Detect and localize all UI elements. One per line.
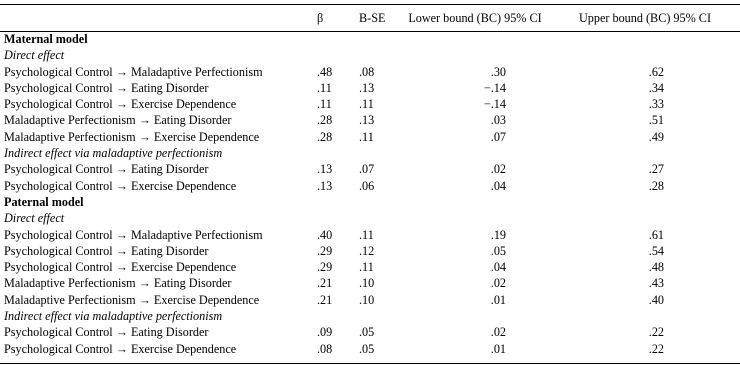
path-cell: Maladaptive Perfectionism → Eating Disorder: [4, 276, 232, 291]
header-upper-bound: Upper bound (BC) 95% CI: [578, 11, 711, 25]
table-row: [0, 96, 740, 112]
upper-cell: .22: [648, 341, 664, 356]
section-title-paternal: Paternal model: [4, 194, 84, 209]
beta-cell: .28: [317, 113, 333, 128]
path-cell: Maladaptive Perfectionism → Exercise Dependence: [4, 292, 260, 307]
upper-cell: .43: [648, 276, 664, 291]
path-cell: Psychological Control → Maladaptive Perfectionism: [4, 227, 263, 242]
mediation-table: [0, 5, 740, 357]
lower-cell: .02: [490, 162, 506, 177]
subsection-title: Indirect effect via maladaptive perfectionism: [4, 309, 223, 324]
upper-cell: .49: [648, 129, 664, 144]
table-row: [0, 64, 740, 80]
beta-cell: .40: [317, 227, 333, 242]
beta-cell: .11: [317, 97, 332, 112]
lower-cell: −.14: [483, 97, 506, 112]
lower-cell: −.14: [483, 80, 506, 95]
table-row: [0, 227, 740, 243]
table-row: [0, 324, 740, 340]
upper-cell: .40: [648, 292, 664, 307]
path-cell: Psychological Control → Eating Disorder: [4, 325, 209, 340]
path-cell: Psychological Control → Exercise Dependence: [4, 97, 237, 112]
lower-cell: .04: [490, 260, 506, 275]
subsection-title: Direct effect: [4, 48, 65, 63]
beta-cell: .48: [317, 64, 333, 79]
subsection-title: Direct effect: [4, 211, 65, 226]
header-row: [0, 5, 740, 31]
bse-cell: .10: [359, 292, 375, 307]
table-row: [0, 178, 740, 194]
beta-cell: .08: [317, 341, 333, 356]
beta-cell: .09: [317, 325, 333, 340]
path-cell: Psychological Control → Maladaptive Perfectionism: [4, 64, 263, 79]
upper-cell: .22: [648, 325, 664, 340]
path-cell: Psychological Control → Eating Disorder: [4, 243, 209, 258]
header-beta: β: [317, 11, 324, 25]
beta-cell: .13: [317, 178, 333, 193]
lower-cell: .30: [490, 64, 506, 79]
upper-cell: .28: [648, 178, 664, 193]
upper-cell: .34: [648, 80, 664, 95]
section-row-maternal: [0, 31, 740, 47]
upper-cell: .62: [648, 64, 664, 79]
table-row: [0, 275, 740, 291]
bse-cell: .13: [359, 80, 375, 95]
beta-cell: .21: [317, 276, 333, 291]
bse-cell: .11: [359, 227, 374, 242]
path-cell: Psychological Control → Eating Disorder: [4, 162, 209, 177]
table-row: [0, 129, 740, 145]
table-row: [0, 243, 740, 259]
lower-cell: .19: [490, 227, 506, 242]
table-row: [0, 259, 740, 275]
bse-cell: .11: [359, 260, 374, 275]
lower-cell: .04: [490, 178, 506, 193]
path-cell: Psychological Control → Exercise Dependence: [4, 260, 237, 275]
subsection-row: [0, 145, 740, 161]
bse-cell: .07: [359, 162, 375, 177]
subsection-row: [0, 47, 740, 63]
table-row: [0, 341, 740, 357]
bse-cell: .13: [359, 113, 375, 128]
lower-cell: .01: [490, 292, 506, 307]
subsection-row: [0, 308, 740, 324]
beta-cell: .29: [317, 260, 333, 275]
table-row: [0, 112, 740, 128]
bse-cell: .12: [359, 243, 375, 258]
table-row: [0, 292, 740, 308]
lower-cell: .02: [490, 325, 506, 340]
upper-cell: .51: [648, 113, 664, 128]
bse-cell: .05: [359, 325, 375, 340]
path-cell: Maladaptive Perfectionism → Eating Disorder: [4, 113, 232, 128]
beta-cell: .28: [317, 129, 333, 144]
table-row: [0, 161, 740, 177]
section-title-maternal: Maternal model: [4, 32, 88, 46]
upper-cell: .61: [648, 227, 664, 242]
table-bottom-rule: [0, 363, 740, 364]
bse-cell: .11: [359, 97, 374, 112]
subsection-title: Indirect effect via maladaptive perfectionism: [4, 146, 223, 161]
upper-cell: .27: [648, 162, 664, 177]
lower-cell: .01: [490, 341, 506, 356]
header-lower-bound: Lower bound (BC) 95% CI: [408, 11, 542, 25]
bse-cell: .06: [359, 178, 375, 193]
subsection-row: [0, 210, 740, 226]
upper-cell: .48: [648, 260, 664, 275]
upper-cell: .33: [648, 97, 664, 112]
beta-cell: .13: [317, 162, 333, 177]
path-cell: Psychological Control → Exercise Dependence: [4, 341, 237, 356]
lower-cell: .05: [490, 243, 506, 258]
lower-cell: .03: [490, 113, 506, 128]
path-cell: Maladaptive Perfectionism → Exercise Dependence: [4, 129, 260, 144]
header-bse: B-SE: [359, 11, 386, 25]
lower-cell: .02: [490, 276, 506, 291]
path-cell: Psychological Control → Eating Disorder: [4, 80, 209, 95]
section-row-paternal: [0, 194, 740, 210]
beta-cell: .11: [317, 80, 332, 95]
lower-cell: .07: [490, 129, 506, 144]
beta-cell: .29: [317, 243, 333, 258]
bse-cell: .05: [359, 341, 375, 356]
table-row: [0, 80, 740, 96]
header-path: [0, 5, 300, 31]
upper-cell: .54: [648, 243, 664, 258]
path-cell: Psychological Control → Exercise Dependence: [4, 178, 237, 193]
bse-cell: .10: [359, 276, 375, 291]
beta-cell: .21: [317, 292, 333, 307]
bse-cell: .08: [359, 64, 375, 79]
bse-cell: .11: [359, 129, 374, 144]
